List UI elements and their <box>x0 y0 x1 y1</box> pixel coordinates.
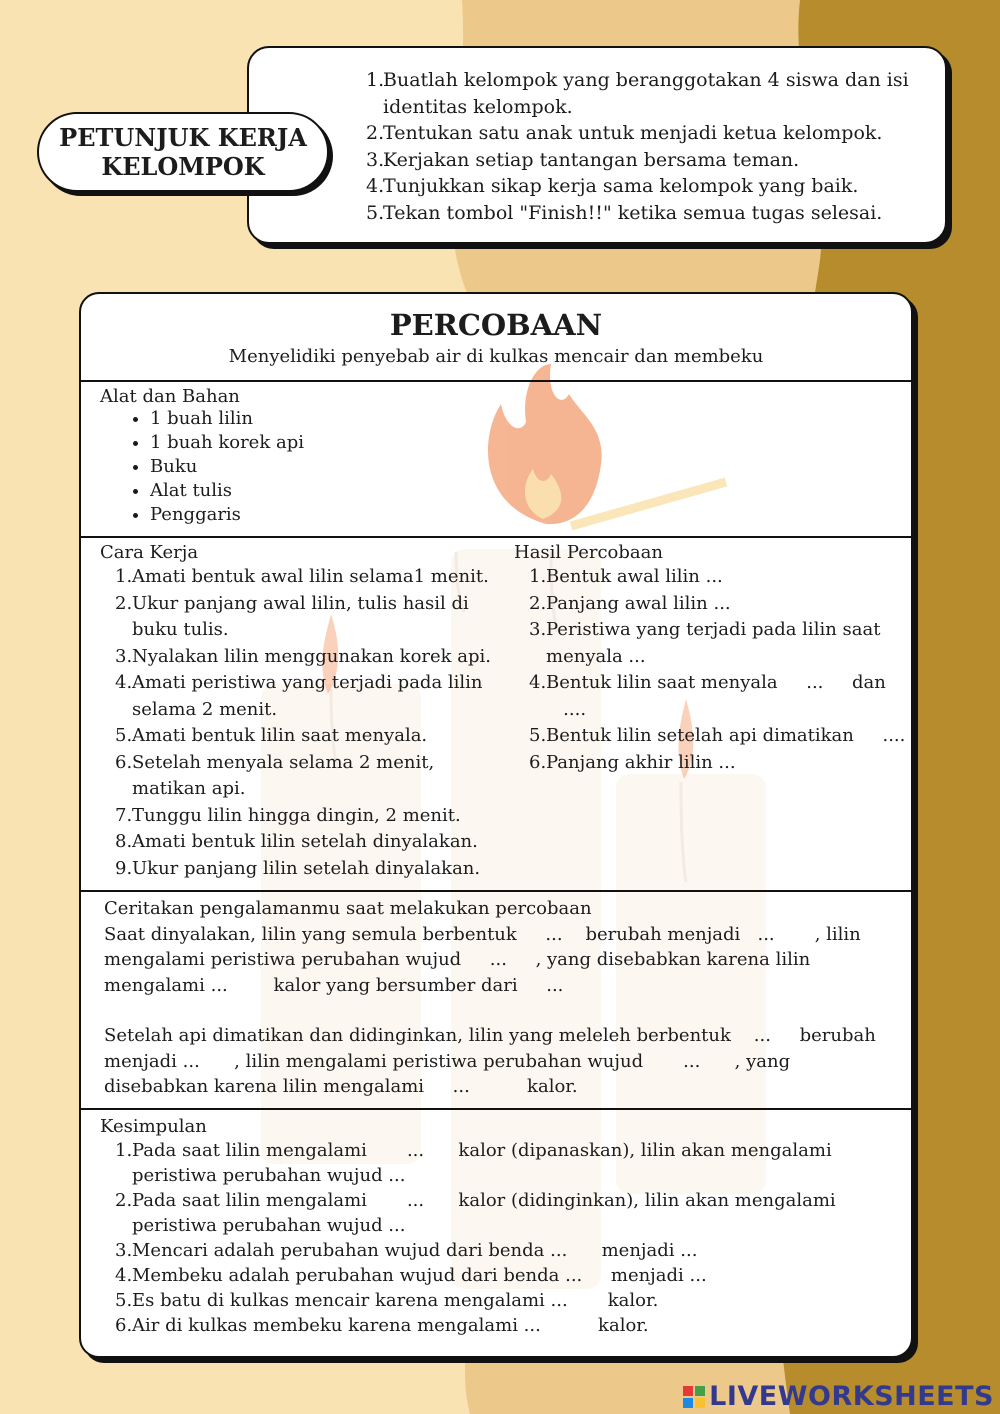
procedure-step-text: Setelah menyala selama 2 menit, matikan api. <box>132 751 435 799</box>
story-paragraph-1: Saat dinyalakan, lilin yang semula berbentuk ... berubah menjadi ... , lilin mengalami peristiwa perubahan wujud ... , yang disebabkan karena lilin mengalami ... kalor yang bersumber dari ... <box>104 923 861 996</box>
procedure-step-item <box>115 723 500 750</box>
conclusion-item-number: 2. <box>115 1190 133 1211</box>
instruction-number: 2. <box>366 122 385 144</box>
procedure-step-number: 5. <box>115 725 133 746</box>
logo-cube-icon <box>683 1386 705 1408</box>
procedure-step-text: Nyalakan lilin menggunakan korek api. <box>132 645 492 667</box>
procedure-step-item <box>115 644 500 671</box>
instruction-item <box>366 67 936 120</box>
conclusion-item-number: 3. <box>115 1240 133 1261</box>
result-item-number: 1. <box>529 566 547 587</box>
instruction-text: Tentukan satu anak untuk menjadi ketua kelompok. <box>383 122 883 144</box>
procedure-step-number: 8. <box>115 831 133 852</box>
instruction-item <box>366 173 936 200</box>
conclusion-item-text: Pada saat lilin mengalami ... kalor (didinginkan), lilin akan mengalami peristiwa perubahan wujud ... <box>132 1190 836 1236</box>
result-item-item <box>529 591 909 618</box>
procedure-step-number: 3. <box>115 645 133 667</box>
liveworksheets-logo[interactable] <box>683 1381 994 1412</box>
procedure-step-item <box>115 670 500 723</box>
procedure-step-number: 7. <box>115 804 133 826</box>
result-item-item <box>529 750 909 777</box>
instruction-number: 4. <box>366 175 385 197</box>
conclusion-heading: Kesimpulan <box>100 1116 207 1137</box>
conclusion-item-item <box>115 1238 881 1263</box>
conclusion-item-item <box>115 1188 881 1238</box>
logo-text: LIVEWORKSHEETS <box>709 1381 994 1412</box>
group-work-label-line2: KELOMPOK <box>101 152 265 181</box>
procedure-step-number: 1. <box>115 566 133 587</box>
conclusion-list <box>115 1138 881 1338</box>
result-item-text: Panjang awal lilin ... <box>546 592 731 614</box>
procedure-step-item <box>115 750 500 803</box>
instructions-box <box>247 46 947 244</box>
procedure-step-number: 9. <box>115 857 133 879</box>
results-column <box>514 542 909 776</box>
procedure-step-text: Amati bentuk lilin setelah dinyalakan. <box>132 831 478 852</box>
material-item: • Penggaris <box>150 503 911 527</box>
instruction-text: Kerjakan setiap tantangan bersama teman. <box>383 148 800 171</box>
procedure-step-text: Amati bentuk lilin saat menyala. <box>132 725 428 746</box>
material-item: • 1 buah lilin <box>150 407 911 431</box>
procedure-step-text: Ukur panjang lilin setelah dinyalakan. <box>132 857 481 879</box>
instruction-number: 3. <box>366 148 385 171</box>
result-item-text: Bentuk lilin setelah api dimatikan .... <box>546 725 906 746</box>
conclusion-item-text: Air di kulkas membeku karena mengalami ... kalor. <box>132 1315 649 1336</box>
instruction-text: Buatlah kelompok yang beranggotakan 4 siswa dan isi identitas kelompok. <box>383 69 909 118</box>
conclusion-item-number: 6. <box>115 1315 133 1336</box>
story-heading: Ceritakan pengalamanmu saat melakukan percobaan <box>104 898 592 919</box>
result-item-text: Bentuk awal lilin ... <box>546 566 723 587</box>
title-section <box>81 294 911 380</box>
conclusion-item-number: 1. <box>115 1140 133 1161</box>
instruction-number: 5. <box>366 201 385 224</box>
procedure-step-item <box>115 803 500 830</box>
instruction-item <box>366 120 936 147</box>
story-section <box>81 890 911 1108</box>
procedure-step-item <box>115 856 500 883</box>
procedure-results-section <box>81 536 911 890</box>
result-item-text: Peristiwa yang terjadi pada lilin saat menyala ... <box>546 619 881 667</box>
conclusion-item-text: Membeku adalah perubahan wujud dari benda ... menjadi ... <box>132 1265 707 1286</box>
conclusion-item-number: 5. <box>115 1290 133 1311</box>
result-item-number: 6. <box>529 751 547 773</box>
result-item-number: 2. <box>529 592 547 614</box>
materials-list <box>100 407 911 527</box>
conclusion-item-text: Mencari adalah perubahan wujud dari benda ... menjadi ... <box>132 1240 698 1261</box>
material-item: • Alat tulis <box>150 479 911 503</box>
conclusion-item-item <box>115 1288 881 1313</box>
conclusion-item-item <box>115 1138 881 1188</box>
group-work-label-line1: PETUNJUK KERJA <box>59 123 307 152</box>
result-item-text: Panjang akhir lilin ... <box>546 751 736 773</box>
procedure-list <box>115 564 500 882</box>
materials-heading: Alat dan Bahan <box>100 386 240 407</box>
procedure-step-number: 4. <box>115 672 133 693</box>
result-item-item <box>529 564 909 591</box>
instructions-list <box>366 67 936 226</box>
procedure-step-number: 6. <box>115 751 133 773</box>
procedure-column <box>100 542 500 882</box>
procedure-step-item <box>115 829 500 856</box>
procedure-step-text: Ukur panjang awal lilin, tulis hasil di buku tulis. <box>132 592 469 640</box>
procedure-step-item <box>115 564 500 591</box>
conclusion-section <box>81 1108 911 1358</box>
procedure-step-item <box>115 591 500 644</box>
result-item-number: 4. <box>529 672 547 693</box>
conclusion-item-number: 4. <box>115 1265 133 1286</box>
results-heading: Hasil Percobaan <box>514 542 663 563</box>
procedure-step-text: Amati bentuk awal lilin selama1 menit. <box>132 566 489 587</box>
result-item-item <box>529 617 909 670</box>
group-work-label <box>37 112 329 192</box>
material-item: • Buku <box>150 455 911 479</box>
procedure-step-text: Tunggu lilin hingga dingin, 2 menit. <box>132 804 461 826</box>
result-item-item <box>529 670 909 723</box>
procedure-step-text: Amati peristiwa yang terjadi pada lilin selama 2 menit. <box>132 672 483 720</box>
material-item: • 1 buah korek api <box>150 431 911 455</box>
experiment-card <box>79 292 913 1358</box>
materials-section <box>81 380 911 536</box>
procedure-heading: Cara Kerja <box>100 542 199 563</box>
procedure-step-number: 2. <box>115 592 133 614</box>
experiment-title: PERCOBAAN <box>389 308 603 342</box>
instruction-item <box>366 200 936 227</box>
conclusion-item-item <box>115 1313 881 1338</box>
story-paragraph-2: Setelah api dimatikan dan didinginkan, lilin yang meleleh berbentuk ... berubah menjadi ... , lilin mengalami peristiwa perubahan wujud ... , yang disebabkan karena lilin mengalami ... kalor. <box>104 1025 876 1097</box>
result-item-number: 3. <box>529 619 547 640</box>
instruction-item <box>366 147 936 174</box>
result-item-text: Bentuk lilin saat menyala ... dan .... <box>546 672 886 720</box>
instruction-text: Tekan tombol "Finish!!" ketika semua tugas selesai. <box>383 201 883 224</box>
result-item-number: 5. <box>529 725 547 746</box>
result-item-item <box>529 723 909 750</box>
conclusion-item-item <box>115 1263 881 1288</box>
results-list <box>529 564 909 776</box>
experiment-subtitle: Menyelidiki penyebab air di kulkas mencair dan membeku <box>228 346 764 367</box>
instruction-number: 1. <box>366 69 385 91</box>
conclusion-item-text: Pada saat lilin mengalami ... kalor (dipanaskan), lilin akan mengalami peristiwa perubahan wujud ... <box>132 1140 832 1186</box>
conclusion-item-text: Es batu di kulkas mencair karena mengalami ... kalor. <box>132 1290 659 1311</box>
instruction-text: Tunjukkan sikap kerja sama kelompok yang baik. <box>383 175 859 197</box>
